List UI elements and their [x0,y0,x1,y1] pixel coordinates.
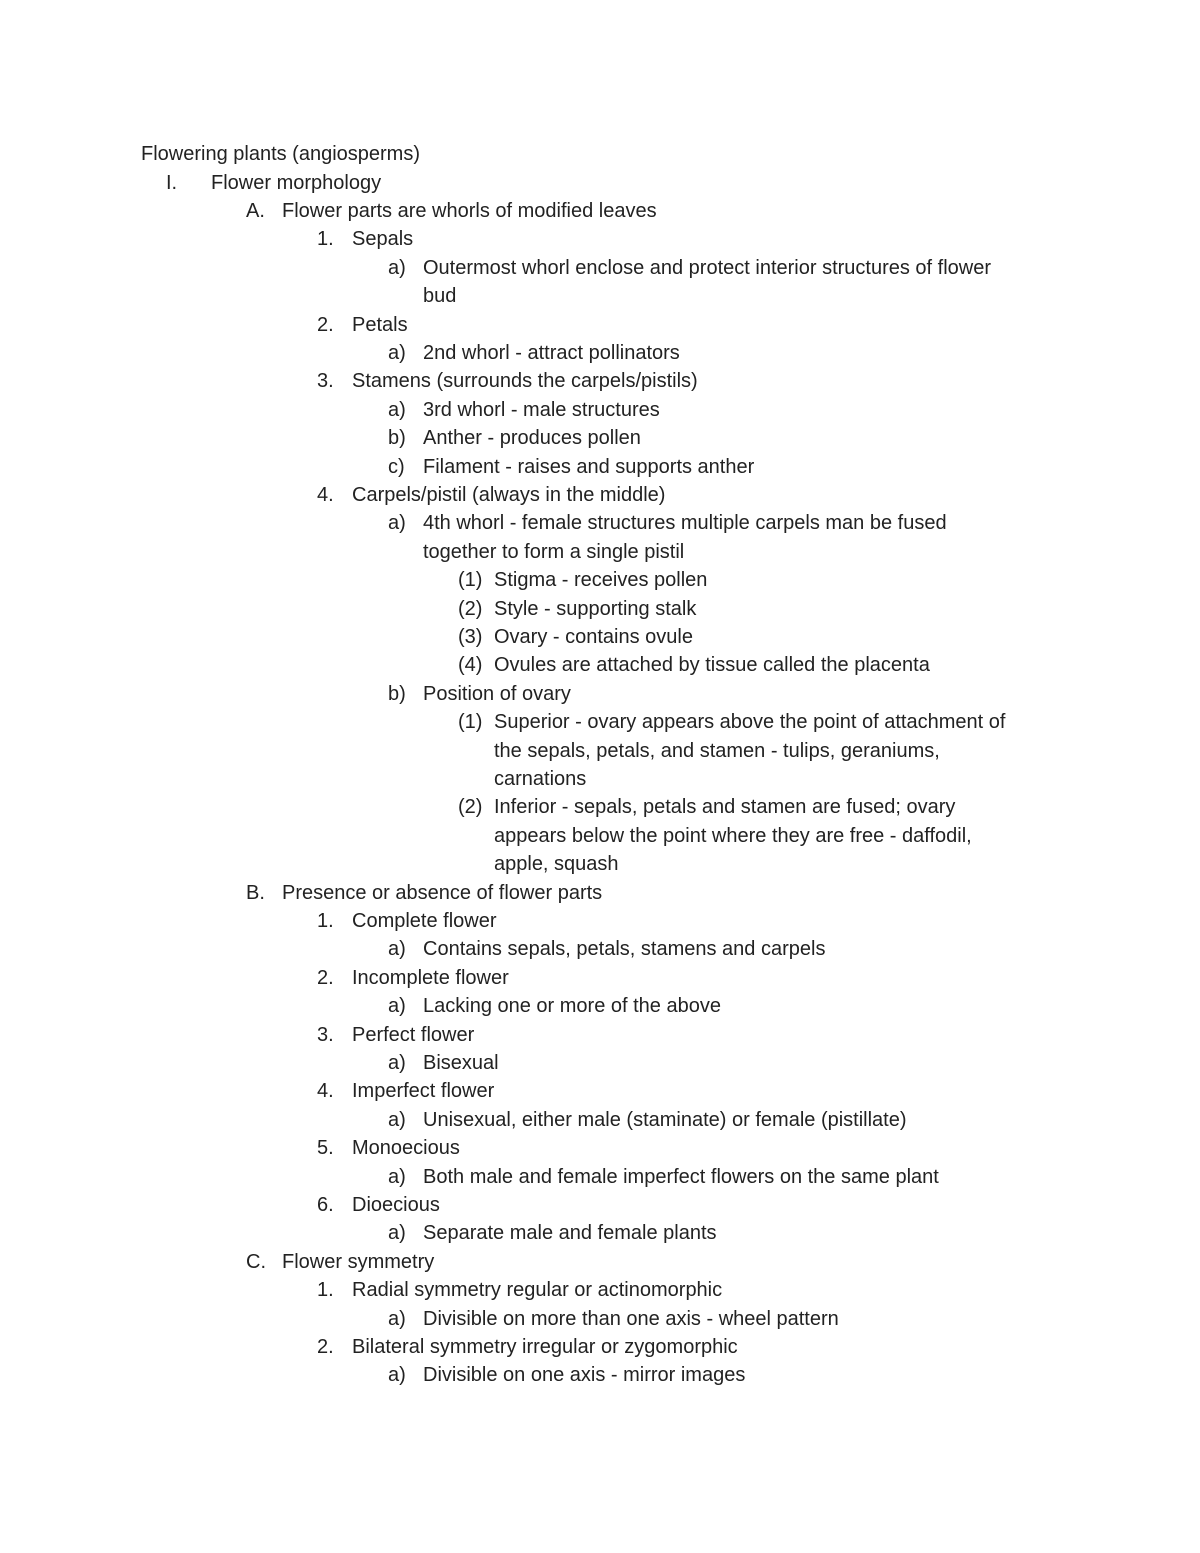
outline-text: Bisexual [423,1051,499,1074]
outline-marker: (1) [458,569,483,592]
outline-text: Stigma - receives pollen [494,569,708,592]
outline-marker: a) [388,938,406,961]
outline-marker: a) [388,398,406,421]
outline-marker: a) [388,1051,406,1074]
outline-marker: a) [388,1222,406,1245]
outline-text: Divisible on one axis - mirror images [423,1364,746,1387]
outline-text: Separate male and female plants [423,1222,717,1245]
outline-text: 3rd whorl - male structures [423,398,660,421]
outline-marker: (1) [458,711,483,734]
outline-text: Filament - raises and supports anther [423,455,755,478]
outline-marker: 2. [317,1335,334,1358]
outline-text: Incomplete flower [352,966,509,989]
outline-marker: a) [388,995,406,1018]
outline-marker: C. [246,1250,266,1273]
outline-text: 4th whorl - female structures multiple carpels man be fused [423,512,947,535]
outline-text: bud [423,285,457,308]
outline-text: the sepals, petals, and stamen - tulips, geraniums, [494,739,940,762]
outline-marker: a) [388,341,406,364]
outline-text: Position of ovary [423,682,571,705]
outline-text: apple, squash [494,853,619,876]
outline-text: appears below the point where they are free - daffodil, [494,824,972,847]
outline-marker: b) [388,427,406,450]
outline-text: Ovules are attached by tissue called the placenta [494,654,930,677]
outline-text: Unisexual, either male (staminate) or female (pistillate) [423,1108,907,1131]
outline-marker: (2) [458,597,483,620]
outline-marker: 6. [317,1193,334,1216]
outline-marker: 3. [317,370,334,393]
outline-text: Carpels/pistil (always in the middle) [352,483,666,506]
outline-marker: 1. [317,909,334,932]
outline-marker: a) [388,1364,406,1387]
outline-marker: 1. [317,1279,334,1302]
outline-text: Flower symmetry [282,1250,435,1273]
outline-text: Complete flower [352,909,497,932]
outline-marker: A. [246,199,265,222]
outline-text: Dioecious [352,1193,440,1216]
outline-text: together to form a single pistil [423,540,685,563]
outline-marker: a) [388,1165,406,1188]
outline-marker: b) [388,682,406,705]
outline-text: Bilateral symmetry irregular or zygomorphic [352,1335,738,1358]
outline-text: Anther - produces pollen [423,427,641,450]
outline-marker: c) [388,455,405,478]
outline-text: carnations [494,767,587,790]
outline-marker: (4) [458,654,483,677]
outline-text: Sepals [352,228,414,251]
outline-text: Perfect flower [352,1023,475,1046]
outline-text: Flower morphology [211,171,382,194]
outline-text: Flower parts are whorls of modified leaves [282,199,657,222]
outline-text: Presence or absence of flower parts [282,881,603,904]
outline-text: Petals [352,313,408,336]
outline-marker: 1. [317,228,334,251]
outline-text: Superior - ovary appears above the point of attachment of [494,711,1006,734]
outline-marker: a) [388,512,406,535]
outline-marker: a) [388,256,406,279]
outline-marker: 2. [317,313,334,336]
outline-marker: 4. [317,483,334,506]
outline-text: Ovary - contains ovule [494,625,693,648]
document-title: Flowering plants (angiosperms) [141,143,421,165]
outline-text: Divisible on more than one axis - wheel pattern [423,1307,839,1330]
outline-text: 2nd whorl - attract pollinators [423,341,680,364]
outline-marker: a) [388,1108,406,1131]
outline-text: Lacking one or more of the above [423,995,721,1018]
outline-marker: 5. [317,1137,334,1160]
outline-marker: 2. [317,966,334,989]
outline-text: Monoecious [352,1137,460,1160]
outline-text: Outermost whorl enclose and protect interior structures of flower [423,256,992,279]
outline-text: Inferior - sepals, petals and stamen are fused; ovary [494,796,956,819]
outline-marker: 3. [317,1023,334,1046]
outline-text: Both male and female imperfect flowers on the same plant [423,1165,939,1188]
outline-text: Radial symmetry regular or actinomorphic [352,1279,723,1302]
outline-marker: 4. [317,1080,334,1103]
outline-text: Style - supporting stalk [494,597,697,620]
outline-marker: (3) [458,625,483,648]
outline-text: Imperfect flower [352,1080,495,1103]
outline-marker: (2) [458,796,483,819]
outline-text: Contains sepals, petals, stamens and carpels [423,938,826,961]
outline-marker: I. [166,171,178,194]
outline-text: Stamens (surrounds the carpels/pistils) [352,370,698,393]
outline-marker: B. [246,881,265,904]
outline-marker: a) [388,1307,406,1330]
